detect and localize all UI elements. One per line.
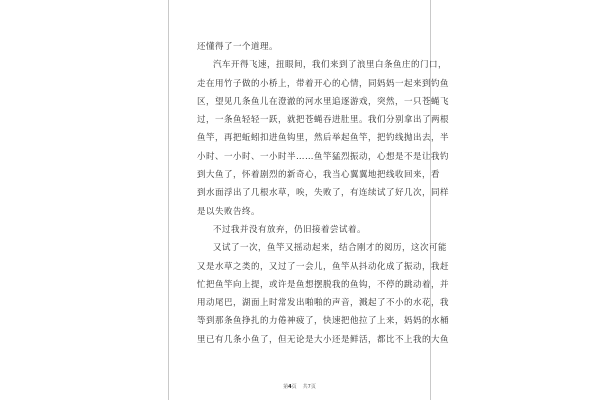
text-line: 又试了一次，鱼竿又摇动起来，结合刚才的阅历，这次可能 <box>213 243 448 254</box>
text-line: 鱼竿，再把蚯蚓扣进鱼钩里，然后举起鱼竿，把钓线抛出去，半 <box>197 133 450 144</box>
text-line: 到水面浮出了几根水草，唉，失败了，有连续试了好几次，同样 <box>197 188 450 199</box>
text-line: 区，望见几条鱼儿在澄澈的河水里追逐游戏，突然，一只苍蝇飞 <box>197 96 450 107</box>
text-line: 还懂得了一个道理。 <box>197 42 279 52</box>
text-line: 又是水草之类的，又过了一会儿，鱼竿从抖动化成了振动，我赶 <box>197 261 450 272</box>
text-line: 忙把鱼竿向上提，或许是鱼想摆脱我的鱼钩，不停的跳动着，并 <box>197 279 450 290</box>
page-footer <box>169 383 430 390</box>
page-prefix: 第 <box>283 384 289 390</box>
document-page <box>168 0 450 400</box>
page-number: 4 <box>288 384 292 390</box>
text-line: 是以失败告终。 <box>197 206 261 217</box>
text-line: 用动尾巴，湖面上时常发出啪啪的声音，溅起了不小的水花，我 <box>197 298 450 309</box>
text-line: 里已有几条小鱼了，但无论是大小还是鲜活，都比不上我的大鱼 <box>197 334 450 345</box>
page-total: 共7页 <box>302 384 316 390</box>
text-line: 过，一条鱼轻轻一跃，就把苍蝇吞进肚里。我们分别拿出了两根 <box>197 115 450 126</box>
body-text <box>197 38 450 349</box>
text-line: 走在用竹子做的小桥上，带着开心的心情，同妈妈一起来到钓鱼 <box>197 78 450 89</box>
text-line: 不过我并没有放弃，仍旧接着尝试着。 <box>213 224 367 235</box>
text-line: 等到那条鱼挣扎的力倦神疲了，快速把他拉了上来，妈妈的水桶 <box>197 316 450 327</box>
text-line: 汽车开得飞速，扭眼间，我们来到了浪里白条鱼庄的门口， <box>213 60 448 71</box>
text-line: 小时、一小时、一小时半……鱼竿猛烈振动，心想是不是让我钓 <box>197 151 450 162</box>
page-suffix: 页 <box>291 384 297 390</box>
text-line: 到大鱼了，怀着剧烈的新奇心，我当心翼翼地把线收回来，看 <box>197 170 441 181</box>
